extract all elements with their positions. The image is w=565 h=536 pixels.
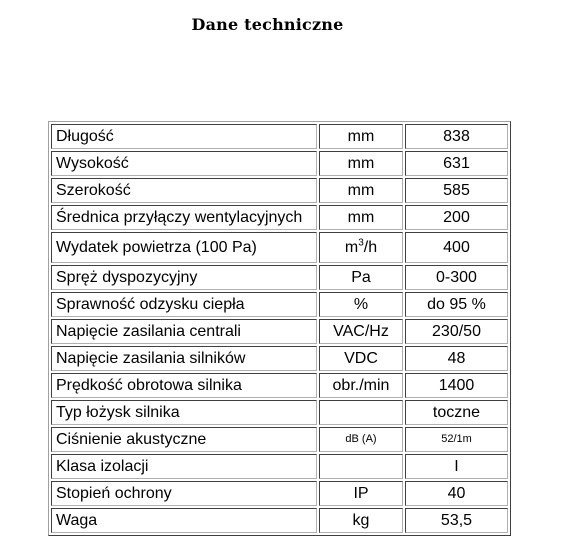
row-value: I	[405, 454, 508, 479]
table-row	[51, 400, 508, 425]
row-name: Średnica przyłączy wentylacyjnych	[51, 205, 317, 230]
row-name: Sprawność odzysku ciepła	[51, 292, 317, 317]
row-name: Waga	[51, 508, 317, 533]
table-row	[51, 232, 508, 263]
row-unit: obr./min	[319, 373, 403, 398]
row-name: Ciśnienie akustyczne	[51, 427, 317, 452]
row-name: Napięcie zasilania centrali	[51, 319, 317, 344]
row-value: 0-300	[405, 265, 508, 290]
row-name: Spręż dyspozycyjny	[51, 265, 317, 290]
row-value: 52/1m	[405, 427, 508, 452]
table-row	[51, 481, 508, 506]
table-row	[51, 124, 508, 149]
row-unit: mm	[319, 205, 403, 230]
row-value: 1400	[405, 373, 508, 398]
row-value: do 95 %	[405, 292, 508, 317]
row-unit: dB (A)	[319, 427, 403, 452]
row-unit: VDC	[319, 346, 403, 371]
row-value: 631	[405, 151, 508, 176]
unit-suffix: /h	[363, 239, 378, 256]
table-row	[51, 427, 508, 452]
table-row	[51, 151, 508, 176]
row-name: Typ łożysk silnika	[51, 400, 317, 425]
row-name: Napięcie zasilania silników	[51, 346, 317, 371]
row-value: toczne	[405, 400, 508, 425]
row-unit	[319, 232, 403, 263]
row-unit: Pa	[319, 265, 403, 290]
row-unit: %	[319, 292, 403, 317]
row-name: Wysokość	[51, 151, 317, 176]
row-unit: kg	[319, 508, 403, 533]
row-value: 400	[405, 232, 508, 263]
table-row	[51, 178, 508, 203]
row-name: Wydatek powietrza (100 Pa)	[51, 232, 317, 263]
table-row	[51, 265, 508, 290]
row-name: Długość	[51, 124, 317, 149]
row-value: 585	[405, 178, 508, 203]
row-unit: mm	[319, 178, 403, 203]
unit-superscript: 3	[358, 237, 364, 249]
row-value: 230/50	[405, 319, 508, 344]
row-unit: VAC/Hz	[319, 319, 403, 344]
row-name: Stopień ochrony	[51, 481, 317, 506]
table-row	[51, 292, 508, 317]
page-title: Dane techniczne	[191, 15, 344, 34]
row-name: Prędkość obrotowa silnika	[51, 373, 317, 398]
row-unit: mm	[319, 151, 403, 176]
row-unit	[319, 454, 403, 479]
row-value: 48	[405, 346, 508, 371]
row-value: 200	[405, 205, 508, 230]
table-row	[51, 508, 508, 533]
unit-base: m	[344, 239, 359, 256]
row-unit: mm	[319, 124, 403, 149]
technical-data-table	[48, 121, 511, 536]
table-row	[51, 319, 508, 344]
table-row	[51, 346, 508, 371]
table-row	[51, 205, 508, 230]
row-name: Szerokość	[51, 178, 317, 203]
row-unit: IP	[319, 481, 403, 506]
table-row	[51, 454, 508, 479]
row-name: Klasa izolacji	[51, 454, 317, 479]
row-value: 53,5	[405, 508, 508, 533]
row-value: 838	[405, 124, 508, 149]
row-unit	[319, 400, 403, 425]
table-row	[51, 373, 508, 398]
row-value: 40	[405, 481, 508, 506]
